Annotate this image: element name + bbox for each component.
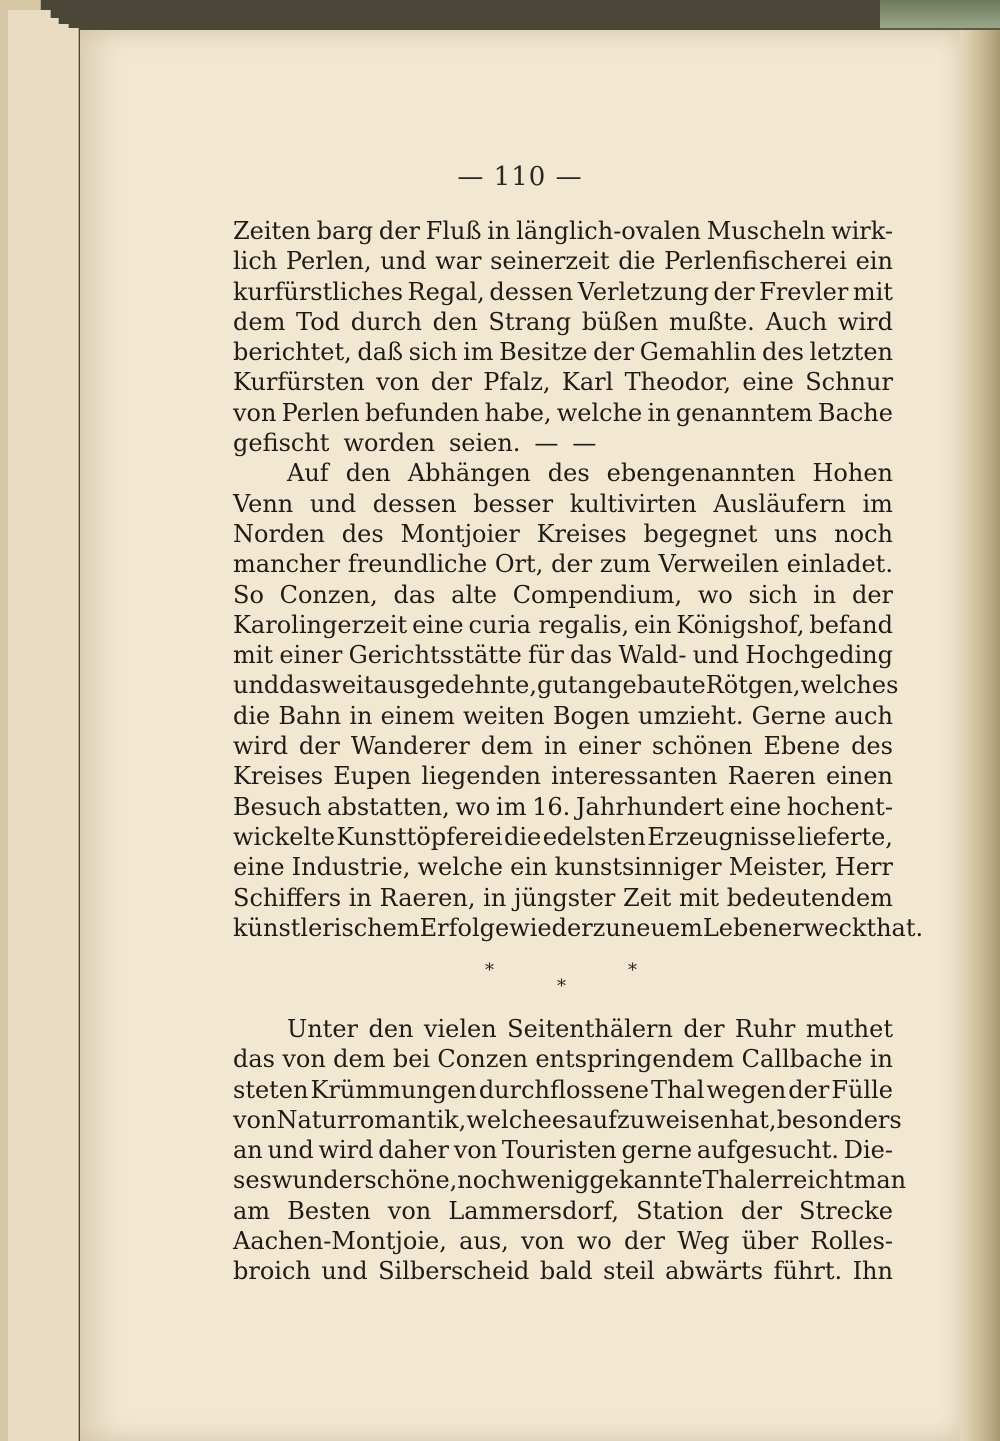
word: ein (510, 853, 548, 882)
text-line (233, 1196, 893, 1226)
word: letzten (809, 338, 893, 367)
text-line (233, 549, 893, 579)
word: erweckt (778, 913, 877, 942)
word: der (430, 368, 472, 397)
word: des (341, 519, 384, 548)
word: der (593, 338, 635, 367)
word: an (233, 1136, 263, 1165)
word: Weg (677, 1227, 730, 1256)
word: welches (800, 671, 899, 700)
asterisk: * (557, 976, 566, 997)
word: Schiffers (233, 883, 342, 912)
word: sich (408, 338, 458, 367)
asterisk: * (485, 960, 494, 981)
word: Eupen (333, 762, 412, 791)
word: Besuch (233, 792, 322, 821)
word: wickelte (233, 822, 335, 851)
word: begegnet (643, 519, 758, 548)
text-line (233, 701, 893, 731)
text-block-upper (233, 216, 924, 943)
text-line (233, 1014, 893, 1044)
word: Frevler (759, 277, 849, 306)
word: besonders (776, 1105, 902, 1134)
word: bei (392, 1045, 431, 1074)
word: Zeiten (233, 217, 311, 245)
word: mancher (233, 550, 341, 579)
word: der (788, 1075, 830, 1104)
text-line (233, 277, 893, 307)
word: Thal (702, 1166, 756, 1195)
word: das (279, 671, 322, 700)
word: Herr (834, 853, 893, 882)
word: uns (774, 519, 818, 548)
text-line (233, 822, 893, 852)
word: Wald- (618, 641, 687, 670)
word: noch (834, 519, 893, 548)
word: Gerichtsstätte (348, 641, 522, 670)
word: dessen (489, 277, 574, 306)
word: Ort, (494, 550, 544, 579)
word: Pfalz, (483, 368, 551, 397)
word: war (435, 247, 482, 276)
word: Callbache (741, 1045, 863, 1074)
word: seinerzeit (490, 247, 610, 276)
word: in (813, 580, 837, 609)
word: Schnur (805, 368, 893, 397)
word: befand (809, 610, 893, 639)
word: Auf (287, 459, 329, 488)
word: wird (837, 307, 893, 336)
word: Jahrhundert (575, 792, 724, 821)
word: künstlerischem (233, 913, 420, 942)
book-fore-edge (958, 24, 1000, 1441)
word: hat. (876, 913, 924, 942)
word: ses (233, 1166, 272, 1195)
word: Silberscheid (378, 1257, 530, 1286)
word: Raeren, (379, 883, 476, 912)
word: Kreises (536, 519, 627, 548)
word: Theodor, (624, 368, 732, 397)
word: lieferte, (797, 822, 893, 851)
word: Zeit (623, 883, 672, 912)
word: Conzen (437, 1045, 528, 1074)
word: im (496, 792, 527, 821)
word: ein (855, 247, 893, 276)
word: Perlen, (285, 247, 372, 276)
word: So (233, 580, 264, 609)
word: eine (742, 368, 794, 397)
word: sich (748, 580, 798, 609)
word: im (463, 338, 494, 367)
word: man (853, 1166, 907, 1195)
word: bedeutendem (726, 883, 893, 912)
word: und (233, 671, 280, 700)
word: den (345, 459, 391, 488)
word: der (298, 732, 340, 761)
word: in (348, 883, 372, 912)
word: führt. (773, 1257, 843, 1286)
text-line (233, 367, 893, 397)
word: im (862, 489, 893, 518)
word: das (233, 1045, 275, 1074)
book-cover-corner (880, 0, 1000, 30)
word: Verletzung (577, 277, 709, 306)
word: aufzuweisen (578, 1105, 730, 1134)
word: in (543, 732, 568, 761)
word: wirk- (831, 217, 893, 245)
word: in (487, 217, 511, 245)
word: in (349, 701, 373, 730)
text-line (233, 428, 893, 458)
word: Lammersdorf, (448, 1196, 620, 1225)
word: Touristen (501, 1136, 617, 1165)
word: der (713, 277, 755, 306)
word: steil (603, 1257, 655, 1286)
word: der (623, 1227, 666, 1256)
word: curia regalis, (468, 610, 630, 639)
word: und (267, 1136, 314, 1165)
word: von (387, 1196, 432, 1225)
word: daher (378, 1136, 450, 1165)
word: welche (556, 398, 643, 427)
word: bald (539, 1257, 593, 1286)
word: Hochgeding (745, 641, 893, 670)
word: gut (536, 671, 578, 700)
word: interessanten (551, 762, 718, 791)
word: Perlenfischerei (664, 247, 847, 276)
word: welche (417, 853, 503, 882)
word: Bogen (552, 701, 630, 730)
word: Auch (765, 307, 828, 336)
word: habe, (484, 398, 552, 427)
word: berichtet, (233, 338, 352, 367)
word: wo (576, 1227, 612, 1256)
word: Perlen (281, 398, 360, 427)
text-line (233, 761, 893, 791)
word: Regal, (407, 277, 485, 306)
word: welche (466, 1105, 552, 1134)
text-block-lower (233, 1014, 907, 1287)
word: über (741, 1227, 799, 1256)
page-number: — 110 — (457, 162, 583, 192)
text-line (233, 852, 893, 882)
word: mit (678, 883, 720, 912)
word: wegen (706, 1075, 787, 1104)
word: das (570, 641, 613, 670)
word: wunderschöne, (271, 1166, 458, 1195)
book-page (80, 30, 960, 1441)
word: dem (480, 732, 534, 761)
word: Station (636, 1196, 724, 1225)
word: wo (455, 792, 491, 821)
word: des (547, 459, 590, 488)
word: von (376, 368, 420, 397)
word: weitausgedehnte, (321, 671, 537, 700)
word: befunden (364, 398, 480, 427)
word: am (233, 1196, 271, 1225)
text-line (233, 1226, 893, 1256)
word: wird (233, 732, 289, 761)
word: Ruhr (734, 1015, 796, 1043)
word: hat, (729, 1105, 777, 1134)
word: daß (357, 338, 404, 367)
word: mit (233, 641, 274, 670)
text-line (233, 519, 893, 549)
word: Aachen-Montjoie, (233, 1227, 447, 1256)
word: Königshof, (676, 610, 805, 639)
text-line (233, 640, 893, 670)
word: genanntem (675, 398, 813, 427)
word: ein (634, 610, 672, 639)
word: der (551, 550, 593, 579)
word: Meister, (728, 853, 828, 882)
word: 16. (532, 792, 571, 821)
word: wenig (516, 1166, 590, 1195)
word: auch (834, 701, 893, 730)
word: Strang (488, 307, 572, 336)
word: Die- (843, 1136, 893, 1165)
word: hochent- (786, 792, 893, 821)
word: zum (599, 550, 651, 579)
word: der (378, 217, 420, 245)
word: — (572, 429, 597, 458)
text-line (233, 731, 893, 761)
word: broich (233, 1257, 311, 1286)
word: Ihn (852, 1257, 893, 1286)
word: Muscheln (706, 217, 826, 245)
word: und (380, 247, 427, 276)
word: eine (233, 853, 285, 882)
word: Fülle (831, 1075, 893, 1104)
word: die (233, 701, 271, 730)
word: von (453, 1136, 498, 1165)
text-line (233, 670, 899, 700)
word: angebaute (577, 671, 706, 700)
word: Besitze (499, 338, 588, 367)
page-edge (26, 28, 79, 1441)
word: Leben (702, 913, 779, 942)
word: dem (333, 1045, 386, 1074)
word: einer (577, 732, 641, 761)
word: kultivirten (569, 489, 697, 518)
word: lich (233, 247, 278, 276)
word: wird (318, 1136, 374, 1165)
word: wo (697, 580, 733, 609)
word: Raeren (727, 762, 816, 791)
word: liegenden (421, 762, 541, 791)
word: mußte. (669, 307, 755, 336)
word: das (393, 580, 436, 609)
word: der (683, 1015, 725, 1043)
word: muthet (805, 1015, 893, 1043)
word: Gerne (751, 701, 827, 730)
word: freundliche (347, 550, 488, 579)
word: vielen (423, 1015, 497, 1043)
text-line (233, 216, 893, 246)
word: von (233, 1105, 277, 1134)
word: den (432, 307, 478, 336)
text-line (233, 458, 893, 488)
text-line (233, 1256, 893, 1286)
word: die (618, 247, 656, 276)
text-line (233, 610, 893, 640)
word: kunstsinniger (554, 853, 722, 882)
text-line (233, 792, 893, 822)
word: der (740, 1196, 782, 1225)
word: eine (729, 792, 782, 821)
word: die (504, 822, 542, 851)
word: Besten (287, 1196, 371, 1225)
text-line (233, 489, 893, 519)
word: Montjoier (400, 519, 520, 548)
word: für (528, 641, 564, 670)
word: Karolingerzeit (233, 610, 408, 639)
text-line (233, 913, 924, 943)
word: von (233, 398, 277, 427)
word: Thal (650, 1075, 705, 1104)
word: dem (233, 307, 286, 336)
word: Industrie, (291, 853, 411, 882)
word: Bache (817, 398, 893, 427)
word: Karl (561, 368, 614, 397)
word: länglich-ovalen (516, 217, 701, 245)
word: worden (343, 429, 435, 458)
word: aus, (459, 1227, 509, 1256)
word: in (869, 1045, 893, 1074)
word: und (321, 1257, 368, 1286)
word: barg (316, 217, 374, 245)
text-line (233, 580, 893, 610)
text-line (233, 398, 893, 428)
word: — (534, 429, 559, 458)
word: Krümmungen (310, 1075, 477, 1104)
word: einen (825, 762, 893, 791)
word: Kunsttöpferei (336, 822, 503, 851)
word: Fluß (425, 217, 482, 245)
word: besser (473, 489, 554, 518)
word: eine (412, 610, 464, 639)
word: abstatten, (327, 792, 450, 821)
word: Gemahlin (639, 338, 757, 367)
word: entspringendem (535, 1045, 735, 1074)
text-line (233, 1075, 893, 1105)
word: Kreises (233, 762, 324, 791)
word: Hohen (812, 459, 893, 488)
word: gefischt (233, 429, 330, 458)
word: Venn (233, 489, 294, 518)
word: den (368, 1015, 414, 1043)
word: edelsten (542, 822, 646, 851)
word: dessen (372, 489, 457, 518)
word: wieder (509, 913, 593, 942)
word: des (851, 732, 893, 761)
word: durch (350, 307, 422, 336)
word: einem (380, 701, 455, 730)
word: mit (852, 277, 893, 306)
word: Compendium, (512, 580, 683, 609)
word: ebengenannten (606, 459, 796, 488)
word: Naturromantik, (276, 1105, 467, 1134)
word: seien. (448, 429, 521, 458)
word: Strecke (799, 1196, 893, 1225)
text-line (233, 883, 893, 913)
word: Erfolge (419, 913, 510, 942)
text-line (233, 1135, 893, 1165)
word: aufgesucht. (696, 1136, 840, 1165)
word: Tod (296, 307, 341, 336)
word: Verweilen (658, 550, 780, 579)
word: in (647, 398, 671, 427)
word: neuem (620, 913, 703, 942)
word: Wanderer (350, 732, 470, 761)
text-line (233, 337, 893, 367)
word: Rötgen, (705, 671, 801, 700)
word: und (692, 641, 739, 670)
word: Bahn (278, 701, 342, 730)
word: steten (233, 1075, 309, 1104)
word: Ausläufern (713, 489, 846, 518)
word: einer (279, 641, 343, 670)
word: einladet. (786, 550, 893, 579)
word: noch (457, 1166, 517, 1195)
word: erreicht (756, 1166, 854, 1195)
word: schönen (651, 732, 753, 761)
word: Norden (233, 519, 325, 548)
text-line (233, 1105, 902, 1135)
word: des (762, 338, 804, 367)
text-line (233, 1165, 907, 1195)
word: umzieht. (638, 701, 744, 730)
word: kurfürstliches (233, 277, 404, 306)
word: Ebene (763, 732, 841, 761)
word: gekannte (589, 1166, 703, 1195)
word: gerne (621, 1136, 693, 1165)
word: büßen (581, 307, 659, 336)
word: alte (451, 580, 497, 609)
word: in (483, 883, 507, 912)
asterisk: * (628, 960, 637, 981)
word: Seitenthälern (507, 1015, 673, 1043)
word: abwärts (665, 1257, 764, 1286)
text-line (233, 1044, 893, 1074)
word: jüngster (514, 883, 616, 912)
word: es (551, 1105, 579, 1134)
word: der (851, 580, 893, 609)
word: Rolles- (810, 1227, 893, 1256)
word: Kurfürsten (233, 368, 365, 397)
word: zu (592, 913, 621, 942)
word: Abhängen (407, 459, 531, 488)
word: und (309, 489, 357, 518)
word: von (521, 1227, 565, 1256)
word: Erzeugnisse (647, 822, 796, 851)
word: von (282, 1045, 326, 1074)
word: weiten (462, 701, 545, 730)
word: Unter (287, 1015, 359, 1043)
asterism-separator (80, 960, 960, 1000)
text-line (233, 307, 893, 337)
text-line (233, 246, 893, 276)
word: durchflossene (478, 1075, 649, 1104)
word: Conzen, (279, 580, 378, 609)
